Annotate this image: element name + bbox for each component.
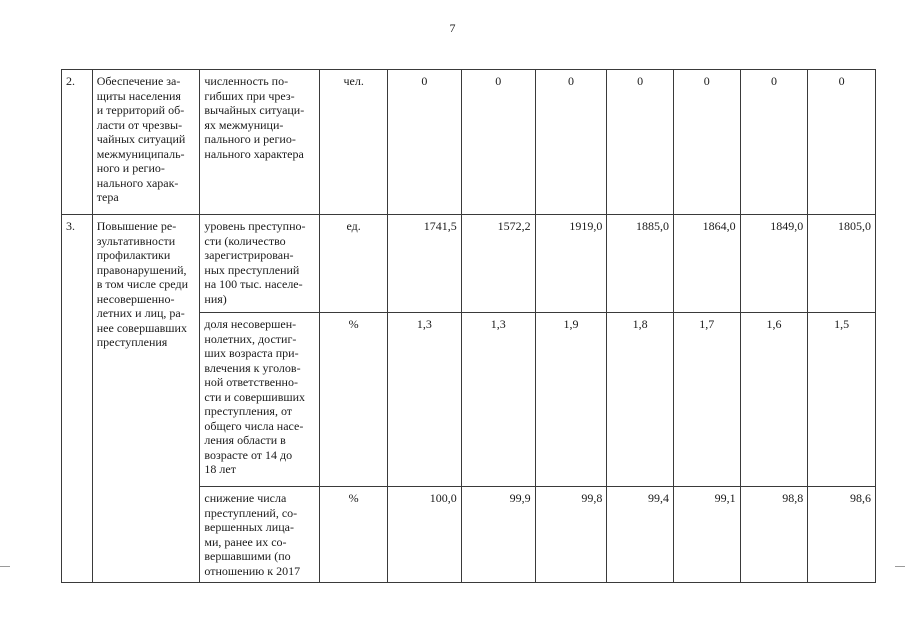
- row-number: 3.: [62, 215, 93, 583]
- value-cell: 1849,0: [740, 215, 808, 313]
- indicator-name-cell: снижение числа преступлений, со- вершенных лица- ми, ранее их со- вершавшими (по отношению к 2017: [200, 487, 320, 583]
- value-cell: 0: [607, 70, 674, 215]
- indicator-name-cell: доля несовершен- нолетних, достиг- ших возраста при- влечения к уголов- ной ответственно- сти и совершивших преступления, от общего числа насе- ления области в возрасте от 14 до 18 лет: [200, 313, 320, 487]
- task-cell: Обеспечение за- щиты населения и территорий об- ласти от чрезвы- чайных ситуаций межмуниципаль- ного и регио- нального харак- тера: [92, 70, 200, 215]
- scan-margin-mark: [0, 566, 10, 567]
- value-cell: 1885,0: [607, 215, 674, 313]
- table-row: [62, 215, 876, 313]
- indicator-name-cell: численность по- гибших при чрез- вычайных ситуаци- ях межмуници- пального и регио- нального характера: [200, 70, 320, 215]
- table-row: [62, 70, 876, 215]
- value-cell: 99,4: [607, 487, 674, 583]
- unit-cell: %: [320, 487, 388, 583]
- value-cell: 1,8: [607, 313, 674, 487]
- value-cell: 1864,0: [673, 215, 740, 313]
- value-cell: 98,6: [808, 487, 876, 583]
- value-cell: 1,7: [673, 313, 740, 487]
- unit-cell: ед.: [320, 215, 388, 313]
- value-cell: 1919,0: [535, 215, 607, 313]
- value-cell: 100,0: [387, 487, 461, 583]
- unit-cell: %: [320, 313, 388, 487]
- indicators-table: [61, 69, 876, 583]
- value-cell: 99,1: [673, 487, 740, 583]
- page-number: 7: [449, 21, 456, 35]
- value-cell: 1741,5: [387, 215, 461, 313]
- value-cell: 0: [673, 70, 740, 215]
- value-cell: 1,3: [387, 313, 461, 487]
- value-cell: 0: [808, 70, 876, 215]
- unit-cell: чел.: [320, 70, 388, 215]
- value-cell: 1,5: [808, 313, 876, 487]
- value-cell: 1,6: [740, 313, 808, 487]
- value-cell: 0: [461, 70, 535, 215]
- value-cell: 99,8: [535, 487, 607, 583]
- row-number: 2.: [62, 70, 93, 215]
- value-cell: 1805,0: [808, 215, 876, 313]
- value-cell: 1,9: [535, 313, 607, 487]
- scan-margin-mark: [895, 566, 905, 567]
- value-cell: 1,3: [461, 313, 535, 487]
- value-cell: 1572,2: [461, 215, 535, 313]
- value-cell: 0: [740, 70, 808, 215]
- value-cell: 98,8: [740, 487, 808, 583]
- value-cell: 99,9: [461, 487, 535, 583]
- task-cell: Повышение ре- зультативности профилактики правонарушений, в том числе среди несовершенно- летних и лиц, ра- нее совершавших преступления: [92, 215, 200, 583]
- value-cell: 0: [387, 70, 461, 215]
- indicator-name-cell: уровень преступно- сти (количество зарегистрирован- ных преступлений на 100 тыс. населе- ния): [200, 215, 320, 313]
- value-cell: 0: [535, 70, 607, 215]
